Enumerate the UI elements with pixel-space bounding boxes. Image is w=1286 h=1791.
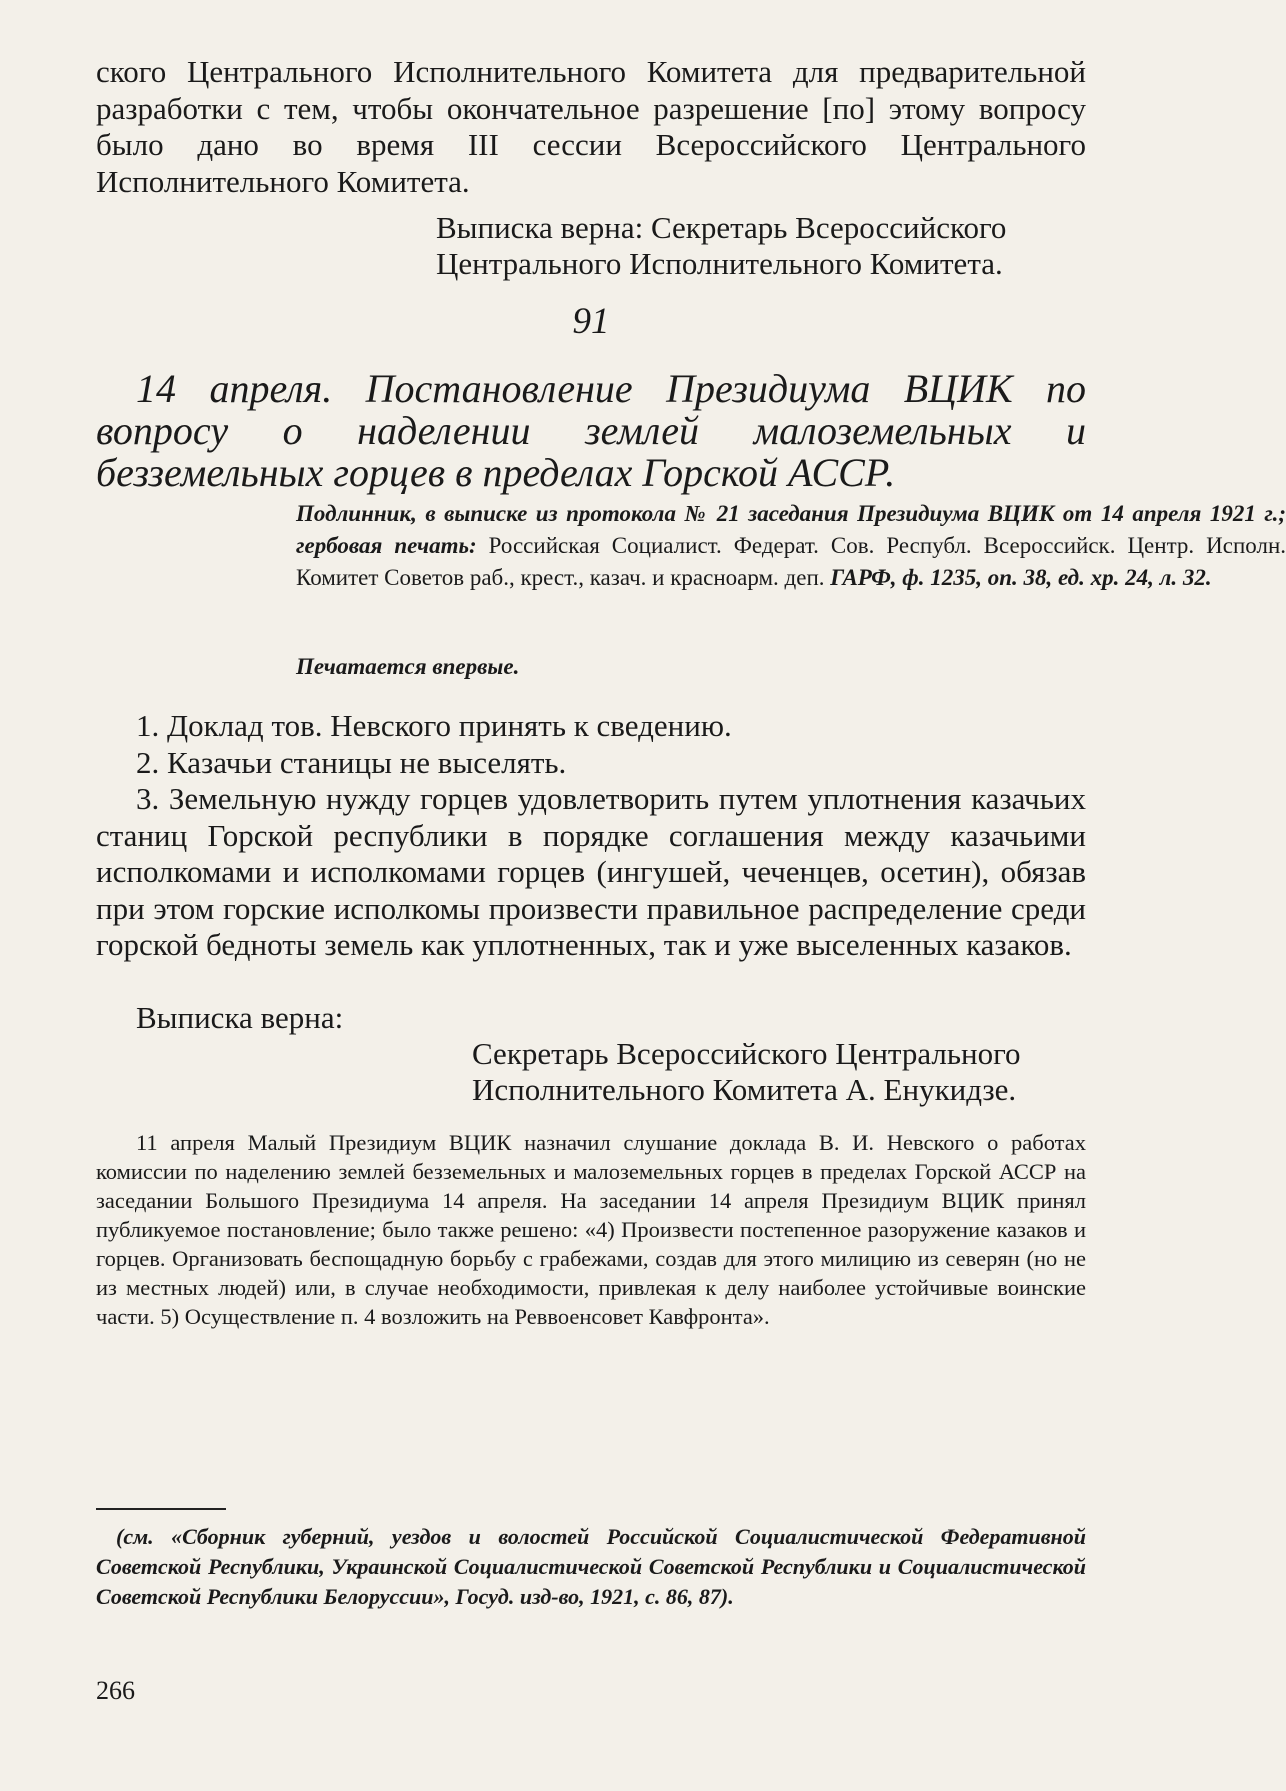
document-number: 91 bbox=[572, 301, 610, 342]
source-part3: ГАРФ, ф. 1235, оп. 38, ед. хр. 24, л. 32. bbox=[830, 565, 1212, 590]
source-part2: Российская Социалист. Федерат. Сов. Республ. Всероссийск. Центр. Исполн. Комитет Советов раб., крест., казач. и красноарм. деп. bbox=[296, 533, 1286, 590]
resolution-item-1: 1. Доклад тов. Невского принять к сведению. bbox=[136, 708, 732, 743]
first-signature bbox=[96, 210, 1086, 282]
footnote: (см. «Сборник губерний, уездов и волостей Российской Социалистической Федеративной Советской Республики, Украинской Социалистической Советской Республики и Социалистической Советской Республики Белоруссии», Госуд. изд-во, 1921, с. 86, 87). bbox=[96, 1524, 1086, 1609]
resolution-item-3: 3. Земельную нужду горцев удовлетворить путем уплотнения казачьих станиц Горской республики в порядке соглашения между казачьими исполкомами и исполкомами горцев (ингушей, чеченцев, осетин), обязав при этом горские исполкомы произвести правильное распределение среди горской бедноты земель как уплотненных, так и уже выселенных казаков. bbox=[96, 781, 1086, 962]
editorial-note: 11 апреля Малый Президиум ВЦИК назначил слушание доклада В. И. Невского о работах комиссии по наделению землей безземельных и малоземельных горцев в пределах Горской АССР на заседании Большого Президиума 14 апреля. На заседании 14 апреля Президиум ВЦИК принял публикуемое постановление; было также решено: «4) Произвести постепенное разоружение казаков и горцев. Организовать беспощадную борьбу с грабежами, создав для этого милицию из северян (но не из местных людей) или, в случае необходимости, привлекая к делу наиболее устойчивые воинские части. 5) Осуществление п. 4 возложить на Реввоенсовет Кавфронта». bbox=[96, 1130, 1086, 1329]
first-signature-line1: Выписка верна: Секретарь Всероссийского bbox=[436, 210, 1007, 245]
source-note bbox=[96, 498, 1286, 594]
second-signature-line1: Секретарь Всероссийского Центрального bbox=[472, 1036, 1021, 1071]
page-number: 266 bbox=[96, 1676, 135, 1705]
continuation-paragraph: ского Центрального Исполнительного Комитета для предварительной разработки с тем, чтобы окончательное разрешение [по] этому вопросу было дано во время III сессии Всероссийского Центрального Исполнительного Комитета. bbox=[96, 54, 1086, 199]
second-signature-line2: Исполнительного Комитета А. Енукидзе. bbox=[472, 1072, 1017, 1107]
printed-first-note: Печатается впервые. bbox=[296, 654, 520, 679]
first-signature-line2: Центрального Исполнительного Комитета. bbox=[436, 246, 1003, 281]
resolution-items bbox=[96, 708, 1086, 964]
footnote-divider bbox=[96, 1508, 226, 1510]
resolution-item-2: 2. Казачьи станицы не выселять. bbox=[136, 744, 567, 780]
second-signature bbox=[96, 1036, 1086, 1108]
source-part1: Подлинник, в выписке из протокола № 21 заседания Президиума ВЦИК от 14 апреля 1921 г.; гербовая печать: bbox=[296, 501, 1286, 558]
document-title: 14 апреля. Постановление Президиума ВЦИК по вопросу о наделении землей малоземельных и безземельных горцев в пределах Горской АССР. bbox=[96, 366, 1086, 495]
second-signature-intro: Выписка верна: bbox=[136, 1000, 344, 1035]
